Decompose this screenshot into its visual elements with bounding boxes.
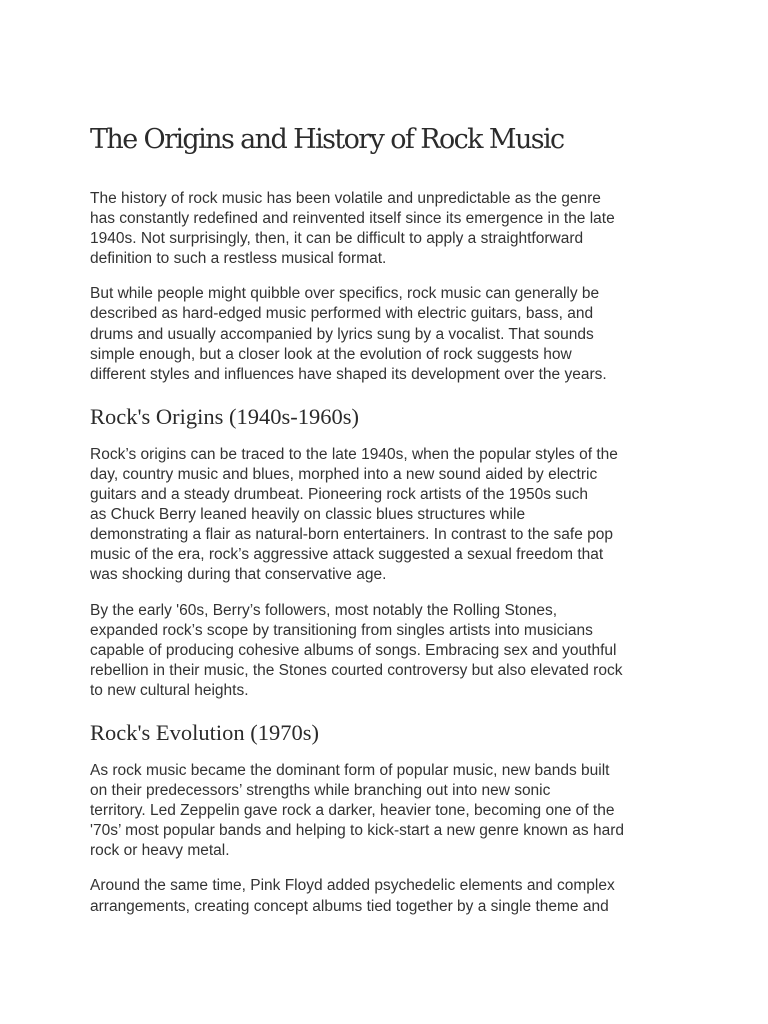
evolution-paragraph-2 [90, 876, 690, 916]
text-line: But while people might quibble over specifics, rock music can generally be [90, 285, 600, 303]
text-line: As rock music became the dominant form of popular music, new bands built [90, 761, 610, 779]
text-line: rebellion in their music, the Stones courted controversy but also elevated rock [90, 661, 623, 679]
text-line: has constantly redefined and reinvented itself since its emergence in the late [90, 210, 615, 228]
text-line: Around the same time, Pink Floyd added psychedelic elements and complex [90, 877, 615, 895]
text-line: simple enough, but a closer look at the evolution of rock suggests how [90, 345, 572, 363]
text-line: described as hard-edged music performed with electric guitars, bass, and [90, 305, 594, 323]
text-line: territory. Led Zeppelin gave rock a darker, heavier tone, becoming one of the [90, 802, 615, 820]
text-line: demonstrating a flair as natural-born entertainers. In contrast to the safe pop [90, 526, 613, 544]
text-line: The history of rock music has been volatile and unpredictable as the genre [90, 190, 601, 207]
origins-paragraph-2 [90, 601, 690, 701]
text-line: capable of producing cohesive albums of songs. Embracing sex and youthful [90, 641, 617, 659]
text-line: rock or heavy metal. [90, 842, 230, 860]
text-line: was shocking during that conservative age. [90, 566, 387, 584]
article-title: The Origins and History of Rock Music [90, 124, 564, 155]
text-line: definition to such a restless musical format. [90, 250, 387, 268]
text-line: day, country music and blues, morphed into a new sound aided by electric [90, 465, 598, 483]
text-line: different styles and influences have shaped its development over the years. [90, 365, 607, 383]
text-line: as Chuck Berry leaned heavily on classic blues structures while [90, 506, 526, 524]
section-heading-origins: Rock's Origins (1940s-1960s) [90, 403, 360, 429]
text-line: Rock’s origins can be traced to the late 1940s, when the popular styles of the [90, 445, 618, 463]
text-line: on their predecessors’ strengths while branching out into new sonic [90, 782, 551, 800]
intro-paragraph-1 [90, 189, 690, 269]
intro-paragraph-2 [90, 284, 690, 384]
text-line: '70s’ most popular bands and helping to kick-start a new genre known as hard [90, 822, 625, 840]
text-line: to new cultural heights. [90, 681, 249, 699]
text-line: guitars and a steady drumbeat. Pioneering rock artists of the 1950s such [90, 486, 589, 504]
text-line: arrangements, creating concept albums tied together by a single theme and [90, 897, 609, 915]
evolution-paragraph-1 [90, 761, 690, 861]
origins-paragraph-1 [90, 445, 690, 586]
text-line: drums and usually accompanied by lyrics sung by a vocalist. That sounds [90, 325, 594, 343]
text-line: By the early '60s, Berry’s followers, most notably the Rolling Stones, [90, 601, 558, 619]
text-line: music of the era, rock’s aggressive attack suggested a sexual freedom that [90, 546, 604, 564]
section-heading-evolution: Rock's Evolution (1970s) [90, 719, 320, 745]
text-line: expanded rock’s scope by transitioning from singles artists into musicians [90, 621, 593, 639]
article-body [90, 120, 690, 932]
text-line: 1940s. Not surprisingly, then, it can be difficult to apply a straightforward [90, 230, 584, 248]
